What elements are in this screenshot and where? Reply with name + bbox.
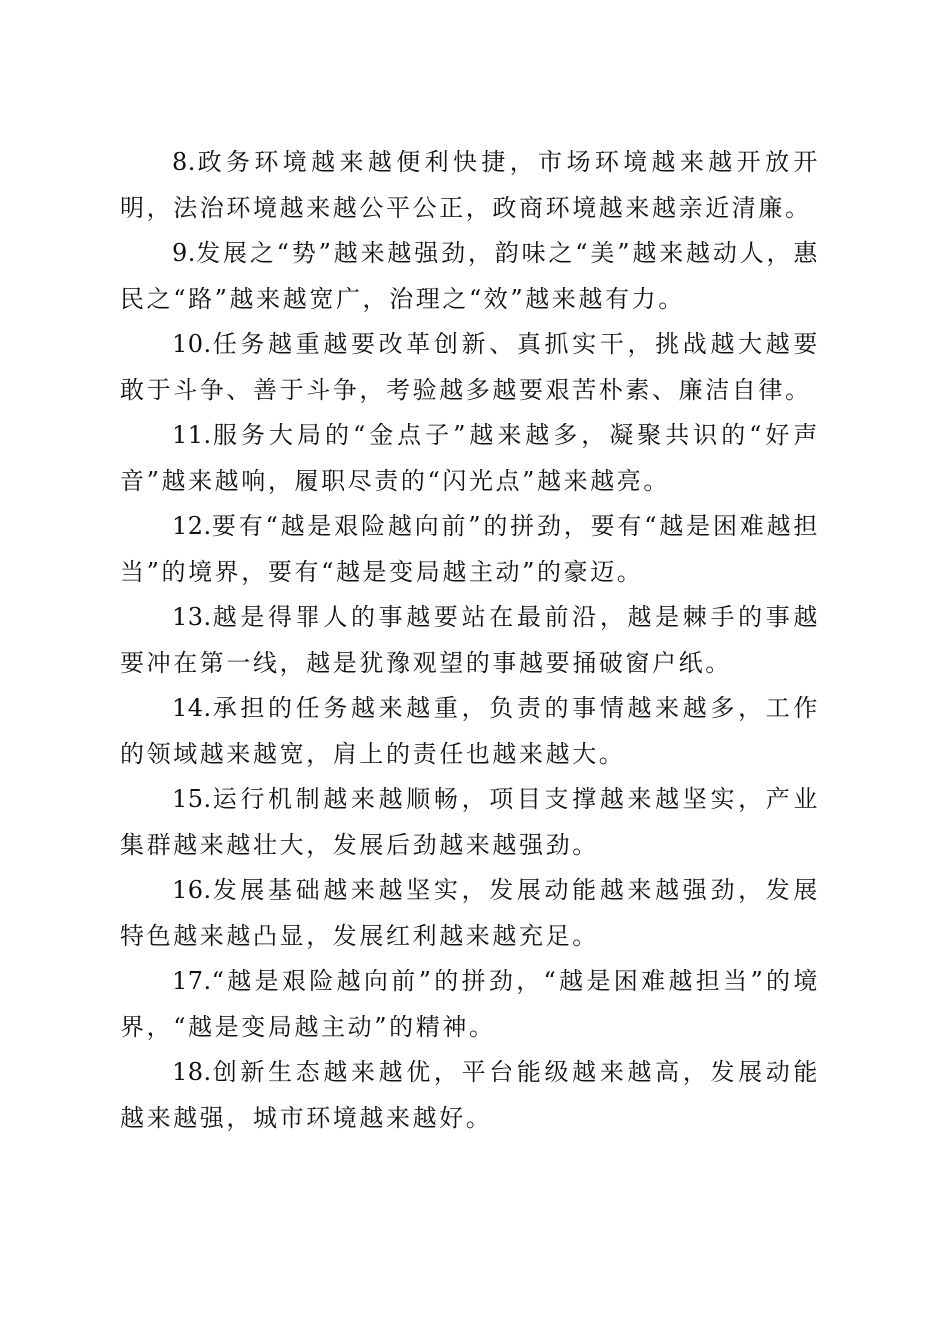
paragraph-text: 创新生态越来越优，平台能级越来越高，发展动能越来越强，城市环境越来越好。 <box>120 1058 820 1132</box>
paragraph-text: 发展基础越来越坚实，发展动能越来越强劲，发展特色越来越凸显，发展红利越来越充足。 <box>120 876 820 950</box>
paragraph-number: 13. <box>172 603 212 631</box>
paragraph-number: 15. <box>172 785 212 813</box>
paragraph-text: 要有“越是艰险越向前”的拼劲，要有“越是困难越担当”的境界，要有“越是变局越主动”的豪迈。 <box>120 512 820 586</box>
document-body <box>120 140 820 1141</box>
paragraph-text: 越是得罪人的事越要站在最前沿，越是棘手的事越要冲在第一线，越是犹豫观望的事越要捅破窗户纸。 <box>120 603 820 677</box>
paragraph-number: 10. <box>172 330 212 358</box>
paragraph-9 <box>120 231 820 322</box>
paragraph-number: 16. <box>172 876 212 904</box>
paragraph-10 <box>120 322 820 413</box>
paragraph-text: 发展之“势”越来越强劲，韵味之“美”越来越动人，惠民之“路”越来越宽广，治理之“效”越来越有力。 <box>120 239 820 313</box>
paragraph-number: 11. <box>172 421 212 449</box>
paragraph-8 <box>120 140 820 231</box>
paragraph-number: 9. <box>172 239 196 267</box>
paragraph-13 <box>120 595 820 686</box>
paragraph-17 <box>120 959 820 1050</box>
paragraph-number: 12. <box>172 512 212 540</box>
paragraph-18 <box>120 1050 820 1141</box>
paragraph-number: 8. <box>172 148 196 176</box>
paragraph-15 <box>120 777 820 868</box>
paragraph-text: 服务大局的“金点子”越来越多，凝聚共识的“好声音”越来越响，履职尽责的“闪光点”越来越亮。 <box>120 421 820 495</box>
paragraph-16 <box>120 868 820 959</box>
paragraph-number: 18. <box>172 1058 212 1086</box>
paragraph-number: 14. <box>172 694 212 722</box>
paragraph-12 <box>120 504 820 595</box>
paragraph-number: 17. <box>172 967 212 995</box>
paragraph-11 <box>120 413 820 504</box>
paragraph-14 <box>120 686 820 777</box>
paragraph-text: 承担的任务越来越重，负责的事情越来越多，工作的领域越来越宽，肩上的责任也越来越大。 <box>120 694 820 768</box>
paragraph-text: 任务越重越要改革创新、真抓实干，挑战越大越要敢于斗争、善于斗争，考验越多越要艰苦朴素、廉洁自律。 <box>120 330 820 404</box>
paragraph-text: 运行机制越来越顺畅，项目支撑越来越坚实，产业集群越来越壮大，发展后劲越来越强劲。 <box>120 785 820 859</box>
paragraph-text: 政务环境越来越便利快捷，市场环境越来越开放开明，法治环境越来越公平公正，政商环境越来越亲近清廉。 <box>120 148 820 222</box>
paragraph-text: “越是艰险越向前”的拼劲，“越是困难越担当”的境界，“越是变局越主动”的精神。 <box>120 967 820 1041</box>
